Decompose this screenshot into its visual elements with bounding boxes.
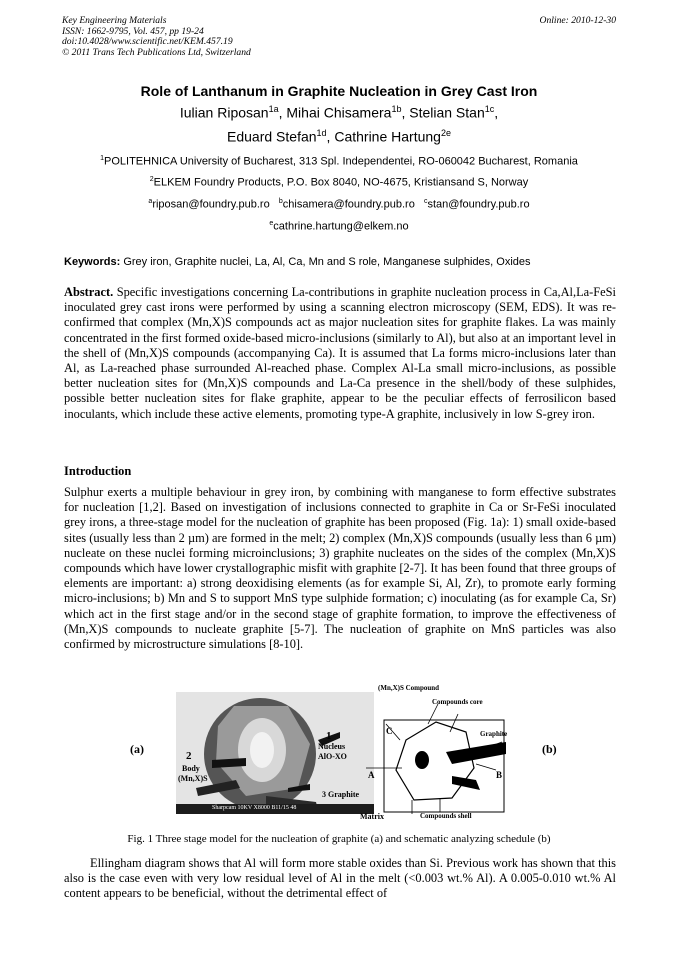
label-mnxs-compound: (Mn,X)S Compound [378,684,440,692]
email[interactable]: riposan@foundry.pub.ro [152,198,270,211]
author-sup: 1d [316,128,327,138]
aff-text: POLITEHNICA University of Bucharest, 313 Spl. Independentei, RO-060042 Bucharest, Romania [104,155,578,168]
journal-header [62,16,616,58]
label-stage-2: 2 [186,750,192,762]
figure-1 [64,680,616,826]
label-compounds-core: Compounds core [432,698,483,706]
author: Mihai Chisamera [286,104,392,121]
aff-text: ELKEM Foundry Products, P.O. Box 8040, NO-4675, Kristiansand S, Norway [153,176,529,189]
author-sup: 2e [440,128,451,138]
label-matrix: Matrix [360,812,384,821]
aff-sup: 2 [149,176,154,183]
author: Cathrine Hartung [334,128,441,145]
label-graphite: 3 Graphite [322,790,360,799]
label-point-b: B [496,770,503,780]
author: Eduard Stefan [227,128,317,145]
email[interactable]: stan@foundry.pub.ro [427,198,530,211]
email[interactable]: cathrine.hartung@elkem.no [273,220,409,233]
author: Stelian Stan [409,104,485,121]
abstract-label: Abstract. [64,285,114,299]
email-sup: b [278,198,283,205]
doi: doi:10.4028/www.scientific.net/KEM.457.19 [62,36,233,48]
label-nucleus: Nucleus [318,742,346,751]
sem-micrograph [176,692,374,814]
affiliation-1 [0,155,678,168]
emails-line-2 [0,220,678,233]
label-stage-1: 1 [326,730,332,742]
online-date: Online: 2010-12-30 [539,15,616,26]
abstract [64,285,616,422]
author-sup: 1c [484,104,495,114]
figure-caption: Fig. 1 Three stage model for the nucleation of graphite (a) and schematic analyzing schedule (b) [127,833,551,845]
aff-sup: 1 [100,155,105,162]
paper-title: Role of Lanthanum in Graphite Nucleation in Grey Cast Iron [140,83,538,99]
keywords-label: Keywords: [64,256,121,268]
label-point-c: C [386,726,393,736]
label-graphite: Graphite [480,730,508,738]
label-alo-xo: AlO-XO [318,752,347,761]
introduction-text: Sulphur exerts a multiple behaviour in grey iron, by combining with manganese to form effective substrates for nucleation [1,2]. Based on investigation of inclusions connected to graphite in Ca or Sr-FeSi inoculated grey irons, a three-stage model for the nucleation of graphite has been proposed (Fig. 1a): 1) small oxide-based sites (usually less than 2 µm) are formed in the melt; 2) complex (Mn,X)S compounds (usually less than 6 µm) nucleate on these nuclei forming microinclusions; 3) graphite nucleates on the sides of the complex (Mn,X)S compounds which have lower crystallographic misfit with graphite [2-7]. It has been found that three groups of elements are important: a) strong deoxidising elements (as for example Si, Al, Zr), to promote early forming micro-inclusions; b) Mn and S to support MnS type sulphide formation; c) inoculating (as for example Ca, Sr) which act in the first stage and/or in the second stage of graphite formation, to improve the effectiveness of (Mn,X)S compounds to nucleate graphite [5-7]. The nucleation of graphite on MnS particles was also confirmed by microstructure simulations [8-10]. [64,485,616,652]
sem-scale-bar: Sharpcam 10KV X8000 B11/15 48 [212,805,297,811]
figure-label-a: (a) [130,742,144,756]
email-sup: c [423,198,428,205]
label-mnxs: (Mn,X)S [178,774,208,783]
affiliation-2 [0,176,678,189]
issn: ISSN: 1662-9795, Vol. 457, pp 19-24 [62,25,204,37]
author-sup: 1a [268,104,279,114]
email[interactable]: chisamera@foundry.pub.ro [282,198,415,211]
figure-label-b: (b) [542,742,557,756]
emails-line-1 [0,198,678,211]
copyright: © 2011 Trans Tech Publications Ltd, Switzerland [62,46,251,58]
schematic-diagram [356,680,546,826]
author: Iulian Riposan [179,104,269,121]
label-compounds-shell: Compounds shell [420,812,472,820]
keywords [64,256,616,268]
authors-line-2: Eduard Stefan$^{1d}$, Cathrine Hartung$^{2e}$ [227,128,451,145]
email-sup: a [148,198,153,205]
closing-paragraph: Ellingham diagram shows that Al will form more stable oxides than Si. Previous work has shown that this also is the case even with very low residual level of Al in the melt (<0.003 wt.% Al). A 0.005-0.010 wt.% Al content appears to be beneficial, without the detrimental effect of [64,856,616,901]
label-body: Body [182,764,200,773]
email-sup: e [269,220,274,227]
label-point-a: A [368,770,375,780]
keywords-text: Grey iron, Graphite nuclei, La, Al, Ca, Mn and S role, Manganese sulphides, Oxides [123,256,531,268]
introduction-heading: Introduction [64,464,132,478]
abstract-text: Specific investigations concerning La-contributions in graphite nucleation process in Ca,Al,La-FeSi inoculated grey cast irons were performed by using a scanning electron microscopy (SEM, EDS). It was re-confirmed that complex (Mn,X)S compounds act as major nucleation sites for graphite flakes. La was mainly concentrated in the first formed oxide-based micro-inclusions (similarly to Al), but also at an important level in the shell of (Mn,X)S compounds (accompanying Ca). It is assumed that La forms micro-inclusions later than Al, as La-reached phase surrounded Al-reached phase. Complex Al-La small micro-inclusions, as possible better nucleation sites for (Mn,X)S compounds and La-Ca presence in the shell/body of these sulphides, possible better nucleation sites for flake graphite, appear to be the peculiar effects of ferrosilicon based inoculants, which include these active elements, promoting type-A graphite, inclusively in low S-grey iron. [64,285,616,421]
author-sup: 1b [391,104,402,114]
journal-name: Key Engineering Materials [62,15,167,26]
authors-line-1: Iulian Riposan$^{1a}$, Mihai Chisamera$^{1b}$, Stelian Stan$^{1c}$, [179,104,499,121]
